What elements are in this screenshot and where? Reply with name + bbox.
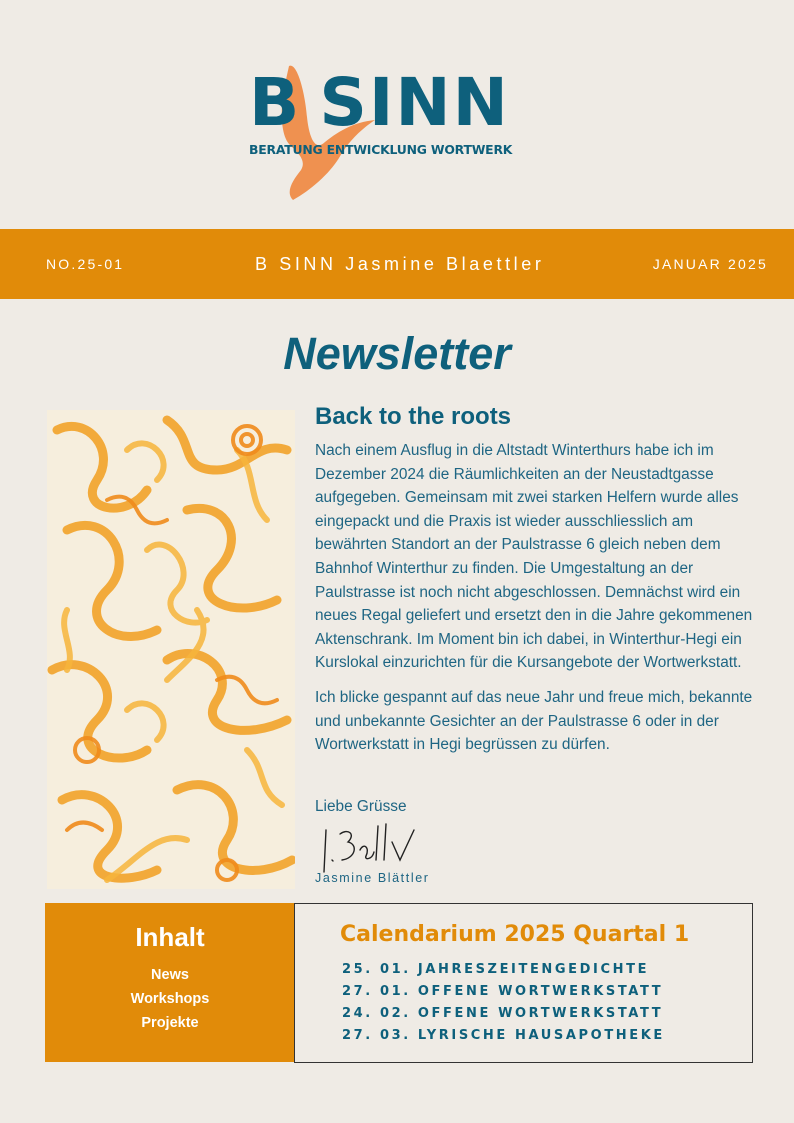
contents-item-projekte: Projekte bbox=[141, 1015, 199, 1031]
logo-letters-sinn: SINN bbox=[319, 64, 510, 141]
signature-name: Jasmine Blättler bbox=[315, 871, 430, 885]
logo-wordmark bbox=[249, 64, 510, 141]
contents-heading: Inhalt bbox=[135, 922, 205, 952]
calendar-event: 27. 01. OFFENE WORTWERKSTATT bbox=[342, 984, 664, 999]
handwritten-signature-icon bbox=[318, 820, 428, 878]
article-heading: Back to the roots bbox=[315, 403, 512, 430]
article-paragraph: Nach einem Ausflug in die Altstadt Winterthurs habe ich im Dezember 2024 die Räumlichkeiten an der Neustadtgasse aufgegeben. Gemeinsam mit zwei starken Helfern wurde alles eingepackt und die Praxis ist wieder ausschliesslich am bewährten Standort an der Paulstrasse 6 gleich neben dem Bahnhof Winterthur zu finden. Die Umgestaltung an der Paulstrasse ist noch nicht abgeschlossen. Demnächst wird ein neues Regal geliefert und ersetzt den in die Jahre gekommenen Aktenschrank. Im Moment bin ich dabei, in Winterthur-Hegi ein Kurslokal einzurichten für die Kursangebote der Wortwerkstatt. bbox=[315, 442, 753, 672]
calendar-event-list bbox=[342, 959, 665, 1047]
decorative-art-image bbox=[47, 410, 295, 889]
contents-box bbox=[45, 903, 295, 1062]
header-band bbox=[0, 229, 794, 299]
greeting-text: Liebe Grüsse bbox=[315, 798, 407, 815]
header-author: B SINN Jasmine Blaettler bbox=[255, 254, 545, 274]
issue-date: JANUAR 2025 bbox=[652, 256, 768, 272]
brand-logo bbox=[245, 62, 515, 202]
logo-letter-b: B bbox=[249, 64, 302, 141]
calendar-heading: Calendarium 2025 Quartal 1 bbox=[340, 922, 690, 947]
calendar-event: 24. 02. OFFENE WORTWERKSTATT bbox=[342, 1006, 664, 1021]
article-paragraph: Ich blicke gespannt auf das neue Jahr und freue mich, bekannte und unbekannte Gesichter an der Paulstrasse 6 oder in der Wortwerkstatt in Hegi begrüssen zu dürfen. bbox=[315, 688, 753, 754]
contents-item-news: News bbox=[151, 967, 189, 983]
calendar-event: 25. 01. JAHRESZEITENGEDICHTE bbox=[342, 962, 650, 977]
issue-number: NO.25-01 bbox=[46, 256, 125, 272]
article bbox=[315, 403, 765, 768]
calendar-event: 27. 03. LYRISCHE HAUSAPOTHEKE bbox=[342, 1028, 665, 1043]
contents-list bbox=[45, 963, 295, 1035]
calendar-box bbox=[294, 903, 753, 1063]
logo-tagline: BERATUNG ENTWICKLUNG WORTWERK bbox=[249, 142, 513, 157]
contents-item-workshops: Workshops bbox=[130, 991, 210, 1007]
page-title: Newsletter bbox=[283, 328, 511, 379]
